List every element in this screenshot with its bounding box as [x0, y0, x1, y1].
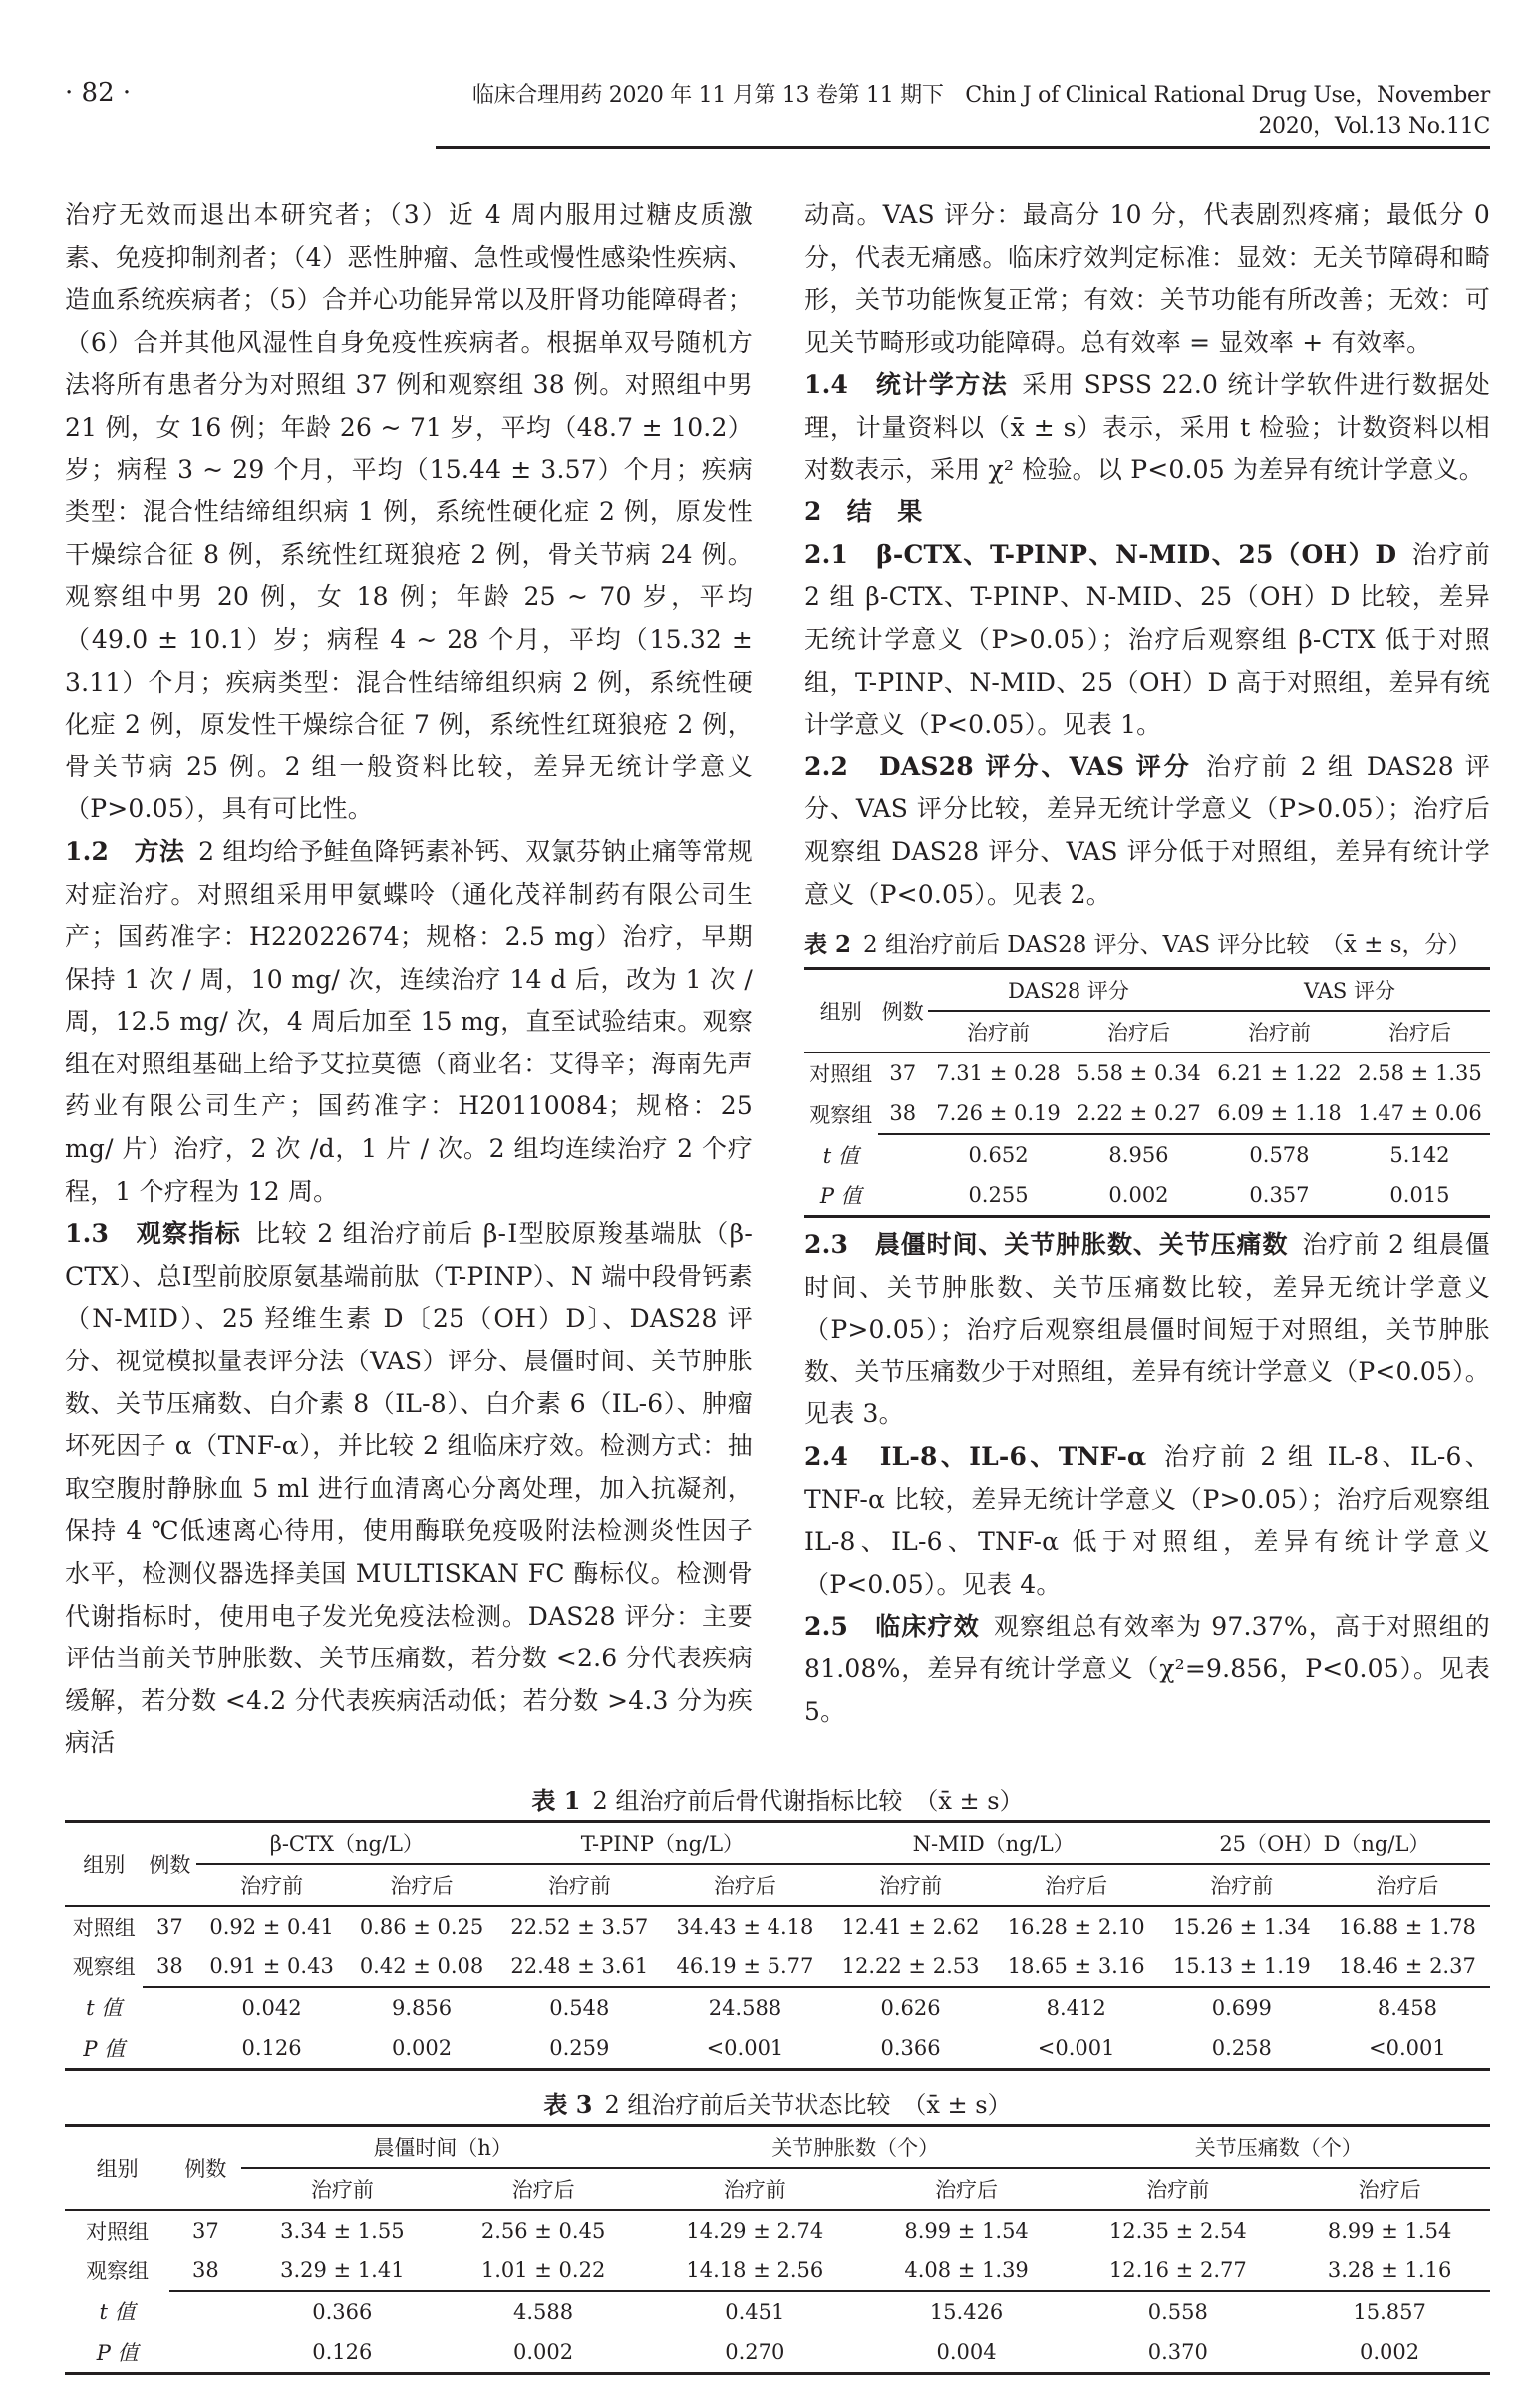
subcolumn-header: 治疗前 — [1146, 2177, 1210, 2202]
table-cell: 2.22 ± 0.27 — [1077, 1101, 1201, 1126]
paragraph-text: 治疗前 2 组晨僵时间、关节肿胀数、关节压痛数比较，差异无统计学意义（P>0.05）；治疗后观察组晨僵时间短于对照组，关节肿胀数、关节压痛数少于对照组，差异有统计学意义（P<0.05）。见表 3。 — [804, 1230, 1490, 1429]
empty-cell — [143, 2028, 196, 2070]
table-cell: 14.29 ± 2.74 — [644, 2210, 866, 2251]
row-group-label: 对照组 — [65, 1906, 143, 1947]
row-count: 37 — [878, 1052, 928, 1093]
empty-cell — [143, 1987, 196, 2028]
paragraph — [804, 1606, 1490, 1733]
table-cell: 5.58 ± 0.34 — [1069, 1052, 1209, 1093]
stat-cell: 0.015 — [1389, 1183, 1450, 1208]
table-cell: 6.21 ± 1.22 — [1209, 1052, 1350, 1093]
paragraph — [65, 831, 753, 1213]
table-cell: 0.42 ± 0.08 — [359, 1954, 484, 1978]
empty-cell — [878, 1134, 928, 1175]
stat-cell: 0.370 — [1147, 2339, 1208, 2364]
column-header-n: 例数 — [184, 2156, 227, 2181]
subcolumn-header: 治疗后 — [390, 1873, 454, 1898]
table-1-title — [65, 1781, 1490, 1816]
column-group-header: VAS 评分 — [1209, 969, 1490, 1012]
paragraph — [804, 194, 1490, 364]
table-cell: 22.52 ± 3.57 — [496, 1906, 662, 1947]
table-cell: 7.26 ± 0.19 — [936, 1101, 1061, 1126]
table-cell: 0.86 ± 0.25 — [347, 1906, 496, 1947]
table-cell: 18.46 ± 2.37 — [1339, 1954, 1476, 1978]
table-cell: 8.99 ± 1.54 — [1289, 2210, 1490, 2251]
running-header: 临床合理用药 2020 年 11 月第 13 卷第 11 期下 Chin J of Clinical Rational Drug Use，November 2020，Vol.13 No.11C — [471, 83, 1490, 139]
subcolumn-header: 治疗前 — [310, 2177, 374, 2202]
subcolumn-header: 治疗后 — [1387, 1021, 1451, 1046]
paragraph-text: 治疗前 2 组 β-CTX、T-PINP、N-MID、25（OH）D 比较，差异无统计学意义（P>0.05）；治疗后观察组 β-CTX 低于对照组，T-PINP、N-MID、25（OH）D 高于对照组，差异有统计学意义（P<0.05）。见表 1。 — [804, 539, 1490, 740]
table-3 — [65, 2085, 1490, 2375]
subcolumn-header: 治疗前 — [240, 1873, 304, 1898]
table-cell: 7.31 ± 0.28 — [928, 1052, 1069, 1093]
paragraph-text: 治疗前 2 组 IL-8、IL-6、TNF-α 比较，差异无统计学意义（P>0.05）；治疗后观察组 IL-8、IL-6、TNF-α 低于对照组，差异有统计学意义（P<0.05）。见表 4。 — [804, 1442, 1491, 1599]
subsection-heading: 1.4 统计学方法 — [804, 370, 1009, 400]
stat-cell: 0.002 — [1360, 2339, 1420, 2364]
table-row — [65, 2251, 1490, 2291]
right-column-top — [804, 194, 1490, 916]
paragraph — [804, 1224, 1490, 1436]
table-cell: 1.01 ± 0.22 — [480, 2257, 606, 2282]
table-row — [65, 1947, 1490, 1987]
subcolumn-header: 治疗前 — [879, 1873, 943, 1898]
table-1-grid — [65, 1820, 1490, 2071]
stat-cell: 24.588 — [662, 1987, 827, 2028]
header-row — [65, 2125, 1490, 2168]
row-count: 38 — [191, 2257, 219, 2282]
table-cell: 0.91 ± 0.43 — [209, 1954, 334, 1978]
column-group-header: 25（OH）D（ng/L） — [1159, 1821, 1490, 1864]
subsection-heading: 2.3 晨僵时间、关节肿胀数、关节压痛数 — [804, 1230, 1289, 1260]
subcolumn-header: 治疗后 — [1358, 2177, 1421, 2202]
table-label: 表 3 — [543, 2089, 593, 2119]
row-group-label: 观察组 — [809, 1102, 873, 1127]
right-column-bottom — [804, 1224, 1490, 1733]
table-caption: 2 组治疗前后 DAS28 评分、VAS 评分比较 （x̄ ± s，分） — [863, 932, 1471, 959]
table-row — [65, 2210, 1490, 2251]
stat-row — [65, 1987, 1490, 2028]
stat-row — [65, 2028, 1490, 2070]
paragraph-text: 治疗前 2 组 DAS28 评分、VAS 评分比较，差异无统计学意义（P>0.05）；治疗后观察组 DAS28 评分、VAS 评分低于对照组，差异有统计学意义（P<0.05）。见表 2。 — [804, 752, 1491, 909]
right-column — [804, 194, 1490, 1733]
stat-cell: 0.366 — [241, 2291, 443, 2332]
subsection-heading: 2.2 DAS28 评分、VAS 评分 — [804, 752, 1192, 781]
stat-cell: 0.126 — [312, 2339, 373, 2364]
stat-cell: 0.004 — [936, 2339, 997, 2364]
stat-cell: 0.259 — [549, 2035, 610, 2060]
subcolumn-header: 治疗前 — [547, 1873, 611, 1898]
table-cell: 22.48 ± 3.61 — [510, 1954, 649, 1978]
stat-cell: 0.002 — [391, 2035, 453, 2060]
paragraph-text: 动高。VAS 评分：最高分 10 分，代表剧烈疼痛；最低分 0 分，代表无痛感。临床疗效判定标准：显效：无关节障碍和畸形，关节功能恢复正常；有效：关节功能有所改善；无效：可见关节畸形或功能障碍。总有效率 = 显效率 + 有效率。 — [804, 200, 1490, 357]
stat-cell: 0.626 — [828, 1987, 994, 2028]
stat-row — [65, 2332, 1490, 2374]
table-caption: 2 组治疗前后骨代谢指标比较 （x̄ ± s） — [592, 1786, 1024, 1815]
stat-cell: 5.142 — [1350, 1134, 1490, 1175]
table-cell: 2.58 ± 1.35 — [1350, 1052, 1490, 1093]
stat-cell: 0.652 — [928, 1134, 1069, 1175]
table-cell: 16.28 ± 2.10 — [994, 1906, 1159, 1947]
table-cell: 15.13 ± 1.19 — [1172, 1954, 1311, 1978]
table-cell: 18.65 ± 3.16 — [1007, 1954, 1145, 1978]
table-2-grid — [804, 967, 1490, 1218]
table-cell: 15.26 ± 1.34 — [1159, 1906, 1325, 1947]
empty-cell — [169, 2291, 241, 2332]
table-cell: 16.88 ± 1.78 — [1325, 1906, 1490, 1947]
row-count: 37 — [169, 2210, 241, 2251]
column-header-n: 例数 — [149, 1852, 191, 1877]
subsection-heading: 2.4 IL-8、IL-6、TNF-α — [804, 1442, 1147, 1472]
column-group-header: 晨僵时间（h） — [241, 2125, 644, 2168]
subheader-row — [65, 2168, 1490, 2210]
stat-cell: 0.255 — [968, 1183, 1029, 1208]
table-3-grid — [65, 2124, 1490, 2375]
table-2-title — [804, 926, 1490, 959]
table-cell: 3.28 ± 1.16 — [1327, 2257, 1452, 2282]
column-header-group: 组别 — [819, 1000, 862, 1025]
paragraph-text: 采用 SPSS 22.0 统计学软件进行数据处理，计量资料以（x̄ ± s）表示，采用 t 检验；计数资料以相对数表示，采用 χ² 检验。以 P<0.05 为差异有统计学意义。 — [804, 370, 1491, 484]
subcolumn-header: 治疗后 — [1106, 1021, 1170, 1046]
table-label: 表 2 — [804, 931, 852, 959]
paragraph-text: 观察组总有效率为 97.37%，高于对照组的 81.08%，差异有统计学意义（χ²=9.856，P<0.05）。见表 5。 — [804, 1612, 1490, 1726]
table-cell: 46.19 ± 5.77 — [676, 1954, 814, 1978]
empty-cell — [878, 1175, 928, 1217]
table-cell: 0.92 ± 0.41 — [196, 1906, 346, 1947]
table-cell: 3.29 ± 1.41 — [280, 2257, 405, 2282]
row-count: 37 — [143, 1906, 196, 1947]
subcolumn-header: 治疗后 — [1045, 1873, 1108, 1898]
paragraph — [65, 1213, 753, 1765]
section-heading: 2 结 果 — [804, 497, 923, 527]
stat-cell: <0.001 — [1369, 2035, 1446, 2060]
row-count: 38 — [889, 1101, 917, 1126]
table-cell: 14.18 ± 2.56 — [686, 2257, 824, 2282]
stat-cell: 0.558 — [1067, 2291, 1289, 2332]
data-table — [804, 967, 1490, 1218]
stat-cell: 0.258 — [1211, 2035, 1272, 2060]
stat-label: P 值 — [83, 2036, 126, 2061]
stat-row — [804, 1175, 1490, 1217]
stat-cell: 0.002 — [513, 2339, 574, 2364]
table-row — [65, 1906, 1490, 1947]
column-header-n: 例数 — [881, 1000, 924, 1025]
subsection-heading: 2.5 临床疗效 — [804, 1612, 980, 1642]
table-cell: 12.35 ± 2.54 — [1067, 2210, 1289, 2251]
header-rule — [436, 78, 1490, 149]
left-column — [65, 194, 753, 1765]
stat-cell: <0.001 — [706, 2035, 784, 2060]
table-cell: 12.22 ± 2.53 — [841, 1954, 980, 1978]
stat-cell: 0.002 — [1108, 1183, 1169, 1208]
subcolumn-header: 治疗后 — [511, 2177, 575, 2202]
stat-cell: 0.270 — [725, 2339, 785, 2364]
subcolumn-header: 治疗前 — [723, 2177, 786, 2202]
stat-cell: <0.001 — [1037, 2035, 1115, 2060]
subcolumn-header: 治疗后 — [935, 2177, 999, 2202]
table-cell: 6.09 ± 1.18 — [1217, 1101, 1342, 1126]
stat-row — [804, 1134, 1490, 1175]
column-group-header: T-PINP（ng/L） — [496, 1821, 827, 1864]
table-2 — [804, 926, 1490, 1218]
row-group-label: 观察组 — [86, 2259, 150, 2284]
table-caption: 2 组治疗前后关节状态比较 （x̄ ± s） — [604, 2090, 1012, 2119]
subcolumn-header: 治疗前 — [1247, 1021, 1311, 1046]
column-group-header: β-CTX（ng/L） — [196, 1821, 496, 1864]
subsection-heading: 1.2 方法 — [65, 836, 185, 866]
data-table — [65, 2124, 1490, 2375]
stat-cell: 0.126 — [241, 2035, 302, 2060]
stat-label: t 值 — [99, 2300, 136, 2325]
table-cell: 34.43 ± 4.18 — [662, 1906, 827, 1947]
stat-cell: 4.588 — [443, 2291, 644, 2332]
stat-cell: 9.856 — [347, 1987, 496, 2028]
table-cell: 1.47 ± 0.06 — [1358, 1101, 1482, 1126]
column-group-header: N-MID（ng/L） — [828, 1821, 1159, 1864]
stat-cell: 15.857 — [1289, 2291, 1490, 2332]
stat-cell: 0.548 — [496, 1987, 662, 2028]
empty-cell — [169, 2332, 241, 2374]
page-number: · 82 · — [65, 78, 132, 108]
stat-label: P 值 — [819, 1184, 862, 1209]
paragraph — [65, 194, 753, 831]
table-label: 表 1 — [531, 1785, 581, 1815]
column-group-header: 关节肿胀数（个） — [644, 2125, 1067, 2168]
header-row — [65, 1821, 1490, 1864]
column-header-group: 组别 — [96, 2156, 139, 2181]
subcolumn-header: 治疗后 — [1376, 1873, 1439, 1898]
table-cell: 3.34 ± 1.55 — [241, 2210, 443, 2251]
column-group-header: DAS28 评分 — [928, 969, 1209, 1012]
subsection-heading: 1.3 观察指标 — [65, 1219, 242, 1249]
column-header-group: 组别 — [83, 1852, 126, 1877]
paragraph-text: 治疗无效而退出本研究者；（3）近 4 周内服用过糖皮质激素、免疫抑制剂者；（4）恶性肿瘤、急性或慢性感染性疾病、造血系统疾病者；（5）合并心功能异常以及肝肾功能障碍者；（6）合并其他风湿性自身免疫性疾病者。根据单双号随机方法将所有患者分为对照组 37 例和观察组 38 例。对照组中男 21 例，女 16 例；年龄 26 ~ 71 岁，平均（48.7 ± 10.2）岁；病程 3 ~ 29 个月，平均（15.44 ± 3.57）个月；疾病类型：混合性结缔组织病 1 例，系统性硬化症 2 例，原发性干燥综合征 8 例，系统性红斑狼疮 2 例，骨关节病 24 例。观察组中男 20 例，女 18 例；年龄 25 ~ 70 岁，平均（49.0 ± 10.1）岁；病程 4 ~ 28 个月，平均（15.32 ± 3.11）个月；疾病类型：混合性结缔组织病 2 例，系统性硬化症 2 例，原发性干燥综合征 7 例，系统性红斑狼疮 2 例，骨关节病 25 例。2 组一般资料比较，差异无统计学意义（P>0.05），具有可比性。 — [65, 200, 753, 824]
table-row — [804, 1093, 1490, 1134]
stat-cell: 0.699 — [1159, 1987, 1325, 2028]
paragraph — [804, 1436, 1490, 1606]
subcolumn-header: 治疗前 — [967, 1021, 1030, 1046]
subcolumn-header: 治疗后 — [713, 1873, 776, 1898]
subsection-heading: 2.1 β-CTX、T-PINP、N-MID、25（OH）D — [804, 539, 1397, 569]
stat-cell: 15.426 — [866, 2291, 1068, 2332]
stat-cell: 0.366 — [880, 2035, 941, 2060]
row-group-label: 对照组 — [65, 2210, 169, 2251]
table-cell: 12.41 ± 2.62 — [828, 1906, 994, 1947]
table-cell: 12.16 ± 2.77 — [1108, 2257, 1247, 2282]
paragraph-text: 比较 2 组治疗前后 β-Ⅰ型胶原羧基端肽（β-CTX）、总Ⅰ型前胶原氨基端前肽（T-PINP）、N 端中段骨钙素（N-MID）、25 羟维生素 D〔25（OH）D〕、DAS28 评分、视觉模拟量表评分法（VAS）评分、晨僵时间、关节肿胀数、关节压痛数、白介素 8（IL-8）、白介素 6（IL-6）、肿瘤坏死因子 α（TNF-α），并比较 2 组临床疗效。检测方式：抽取空腹肘静脉血 5 ml 进行血清离心分离处理，加入抗凝剂，保持 4 ℃低速离心待用，使用酶联免疫吸附法检测炎性因子水平，检测仪器选择美国 MULTISKAN FC 酶标仪。检测骨代谢指标时，使用电子发光免疫法检测。DAS28 评分：主要评估当前关节肿胀数、关节压痛数，若分数 <2.6 分代表疾病缓解，若分数 <4.2 分代表疾病活动低；若分数 >4.3 分为疾病活 — [65, 1219, 753, 1758]
stat-cell: 0.357 — [1249, 1183, 1310, 1208]
table-cell: 4.08 ± 1.39 — [904, 2257, 1029, 2282]
row-count: 38 — [156, 1954, 183, 1978]
stat-cell: 0.451 — [644, 2291, 866, 2332]
page-header — [65, 78, 1490, 149]
stat-cell: 8.956 — [1069, 1134, 1209, 1175]
paragraph — [804, 747, 1490, 916]
column-group-header: 关节压痛数（个） — [1067, 2125, 1490, 2168]
table-3-title — [65, 2085, 1490, 2120]
row-group-label: 对照组 — [804, 1052, 878, 1093]
data-table — [65, 1820, 1490, 2071]
paragraph — [804, 364, 1490, 491]
subheader-row — [65, 1864, 1490, 1906]
row-group-label: 观察组 — [72, 1955, 136, 1980]
header-row — [804, 969, 1490, 1012]
subcolumn-header: 治疗前 — [1210, 1873, 1274, 1898]
paragraph-text: 2 组均给予鲑鱼降钙素补钙、双氯芬钠止痛等常规对症治疗。对照组采用甲氨蝶呤（通化茂祥制药有限公司生产；国药准字：H22022674；规格：2.5 mg）治疗，早期保持 1 次 / 周，10 mg/ 次，连续治疗 14 d 后，改为 1 次 / 周，12.5 mg/ 次，4 周后加至 15 mg，直至试验结束。观察组在对照组基础上给予艾拉莫德（商业名：艾得辛；海南先声药业有限公司生产；国药准字：H20110084；规格：25 mg/ 片）治疗，2 次 /d，1 片 / 次。2 组均连续治疗 2 个疗程，1 个疗程为 12 周。 — [65, 836, 753, 1206]
table-row — [804, 1052, 1490, 1093]
table-1 — [65, 1781, 1490, 2071]
stat-label: t 值 — [86, 1996, 123, 2021]
paragraph — [804, 534, 1490, 747]
stat-label: t 值 — [822, 1143, 859, 1168]
table-cell: 8.99 ± 1.54 — [866, 2210, 1068, 2251]
stat-cell: 8.412 — [994, 1987, 1159, 2028]
table-cell: 2.56 ± 0.45 — [443, 2210, 644, 2251]
stat-row — [65, 2291, 1490, 2332]
body-columns — [65, 194, 1490, 1765]
stat-cell: 0.578 — [1209, 1134, 1350, 1175]
stat-cell: 0.042 — [196, 1987, 346, 2028]
stat-cell: 8.458 — [1325, 1987, 1490, 2028]
stat-label: P 值 — [96, 2340, 139, 2365]
